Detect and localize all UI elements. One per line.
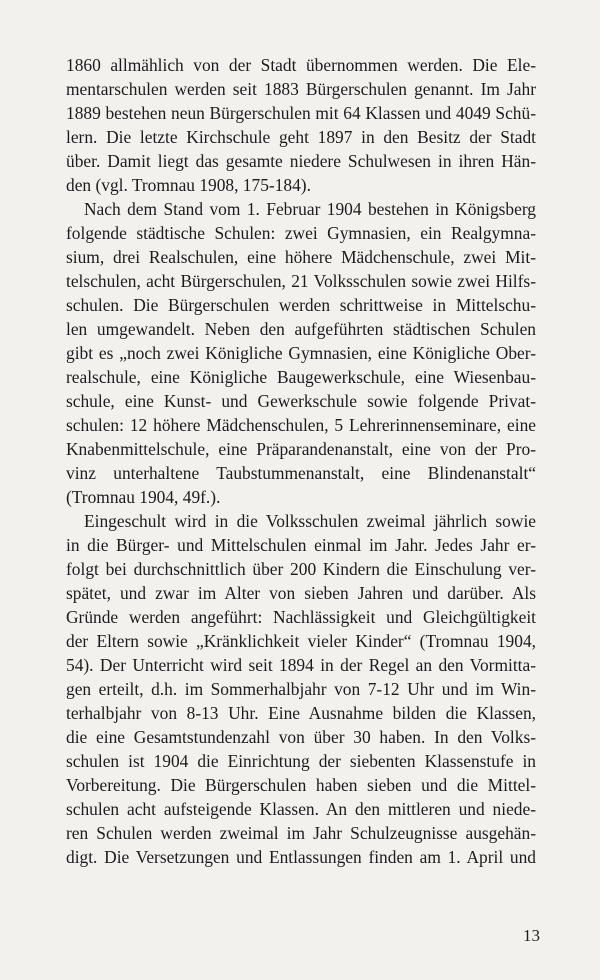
text-line: schulen ist 1904 die Einrichtung der siebenten Klassenstufe in [66, 751, 536, 771]
text-line: ren Schulen werden zweimal im Jahr Schulzeugnisse ausgehän- [66, 823, 536, 843]
text-line: Knabenmittelschule, eine Präparandenanstalt, eine von der Pro- [66, 439, 536, 459]
text-line: der Eltern sowie „Kränklichkeit vieler Kinder“ (Tromnau 1904, [66, 631, 536, 651]
text-line: Vorbereitung. Die Bürgerschulen haben sieben und die Mittel- [66, 775, 536, 795]
text-line: in die Bürger- und Mittelschulen einmal im Jahr. Jedes Jahr er- [66, 535, 536, 555]
text-line: spätet, und zwar im Alter von sieben Jahren und darüber. Als [66, 583, 536, 603]
text-line: mentarschulen werden seit 1883 Bürgerschulen genannt. Im Jahr [66, 79, 536, 99]
text-line: die eine Gesamtstundenzahl von über 30 haben. In den Volks- [66, 727, 536, 747]
text-line: folgt bei durchschnittlich über 200 Kindern die Einschulung ver- [66, 559, 536, 579]
text-line: folgende städtische Schulen: zwei Gymnasien, ein Realgymna- [66, 223, 536, 243]
text-line: Gründe werden angeführt: Nachlässigkeit und Gleichgültigkeit [66, 607, 536, 627]
text-line: den (vgl. Tromnau 1908, 175-184). [66, 175, 311, 195]
body-text [66, 53, 536, 869]
text-line: lern. Die letzte Kirchschule geht 1897 in den Besitz der Stadt [66, 127, 536, 147]
text-line: Eingeschult wird in die Volksschulen zweimal jährlich sowie [84, 511, 536, 531]
text-line: sium, drei Realschulen, eine höhere Mädchenschule, zwei Mit- [66, 247, 536, 267]
text-line: (Tromnau 1904, 49f.). [66, 487, 221, 507]
page-number: 13 [523, 926, 540, 945]
text-line: schulen. Die Bürgerschulen werden schrittweise in Mittelschu- [66, 295, 536, 315]
text-line: über. Damit liegt das gesamte niedere Schulwesen in ihren Hän- [66, 151, 536, 171]
text-line: terhalbjahr von 8-13 Uhr. Eine Ausnahme bilden die Klassen, [66, 703, 536, 723]
text-line: schulen acht aufsteigende Klassen. An den mittleren und niede- [66, 799, 536, 819]
text-line: 1860 allmählich von der Stadt übernommen werden. Die Ele- [66, 55, 536, 75]
text-line: telschulen, acht Bürgerschulen, 21 Volksschulen sowie zwei Hilfs- [66, 271, 536, 291]
text-line: Nach dem Stand vom 1. Februar 1904 bestehen in Königsberg [84, 199, 536, 219]
text-line: gen erteilt, d.h. im Sommerhalbjahr von 7-12 Uhr und im Win- [66, 679, 536, 699]
text-line: vinz unterhaltene Taubstummenanstalt, eine Blindenanstalt“ [66, 463, 536, 483]
text-line: len umgewandelt. Neben den aufgeführten städtischen Schulen [66, 319, 536, 339]
text-line: 54). Der Unterricht wird seit 1894 in der Regel an den Vormitta- [66, 655, 536, 675]
text-line: schulen: 12 höhere Mädchenschulen, 5 Lehrerinnenseminare, eine [66, 415, 536, 435]
text-line: gibt es „noch zwei Königliche Gymnasien, eine Königliche Ober- [66, 343, 536, 363]
text-line: realschule, eine Königliche Baugewerkschule, eine Wiesenbau- [66, 367, 536, 387]
text-line: digt. Die Versetzungen und Entlassungen finden am 1. April und [66, 847, 536, 867]
text-line: schule, eine Kunst- und Gewerkschule sowie folgende Privat- [66, 391, 536, 411]
text-line: 1889 bestehen neun Bürgerschulen mit 64 Klassen und 4049 Schü- [66, 103, 536, 123]
